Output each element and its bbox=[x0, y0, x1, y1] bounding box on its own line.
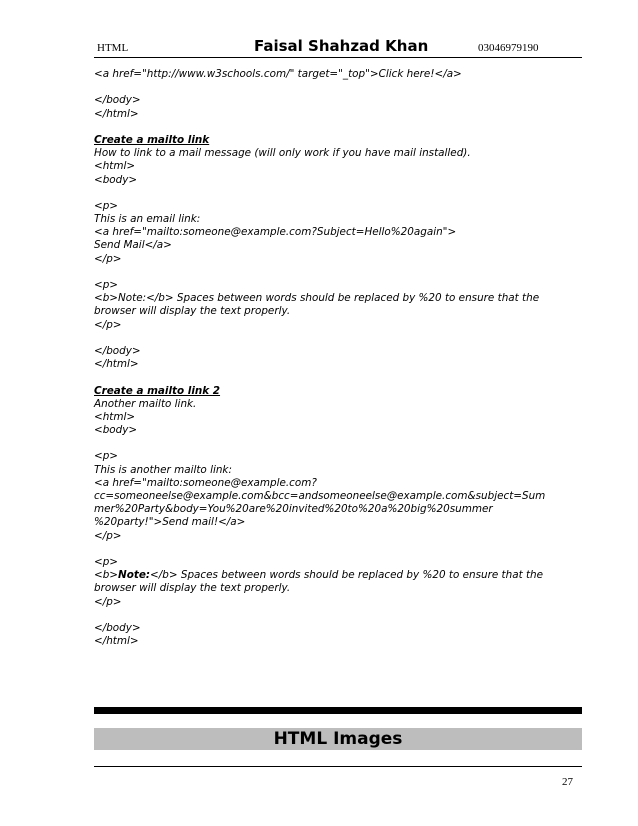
section-heading-mailto: Create a mailto link bbox=[94, 133, 210, 146]
code-line: <a href="mailto:someone@example.com?Subject=Hello%20again"> bbox=[94, 226, 457, 239]
code-line: <p> bbox=[94, 279, 119, 291]
code-line: <html> bbox=[94, 160, 136, 173]
description-line: Another mailto link. bbox=[94, 397, 197, 410]
code-line: browser will display the text properly. bbox=[94, 305, 291, 318]
blank-line bbox=[94, 81, 584, 94]
code-line: %20party!">Send mail!</a> bbox=[94, 516, 246, 529]
blank-line bbox=[94, 266, 584, 279]
code-line bbox=[94, 569, 584, 582]
code-line: </body> bbox=[94, 621, 141, 634]
code-line: </body> bbox=[94, 344, 141, 357]
header-subject: HTML bbox=[97, 42, 129, 54]
code-line: </html> bbox=[94, 107, 139, 120]
code-line: </p> bbox=[94, 595, 122, 608]
code-fragment: </b> Spaces between words should be replaced by %20 to ensure that the bbox=[150, 569, 544, 582]
code-line: <p> bbox=[94, 199, 119, 212]
description-line: How to link to a mail message (will only work if you have mail installed). bbox=[94, 147, 471, 160]
code-line: <b>Note:</b> Spaces between words should be replaced by %20 to ensure that the bbox=[94, 292, 540, 305]
section-title: HTML Images bbox=[273, 729, 403, 749]
blank-line bbox=[94, 609, 584, 622]
code-line: <html> bbox=[94, 410, 136, 423]
code-line: <a href="http://www.w3schools.com/" target="_top">Click here!</a> bbox=[94, 68, 462, 80]
blank-line bbox=[94, 121, 584, 134]
section-divider-bar bbox=[94, 707, 582, 714]
code-listing bbox=[94, 68, 584, 648]
code-line: <body> bbox=[94, 173, 138, 186]
code-fragment: <b> bbox=[94, 569, 119, 582]
footer-rule bbox=[94, 766, 582, 767]
code-line: cc=someoneelse@example.com&bcc=andsomeoneelse@example.com&subject=Sum bbox=[94, 490, 546, 502]
blank-line bbox=[94, 543, 584, 556]
header-rule bbox=[94, 57, 582, 58]
note-label: Note: bbox=[118, 569, 151, 582]
code-line: </body> bbox=[94, 94, 141, 107]
blank-line bbox=[94, 371, 584, 384]
section-heading-mailto-2: Create a mailto link 2 bbox=[94, 384, 221, 397]
header-phone: 03046979190 bbox=[478, 42, 539, 54]
code-line: This is another mailto link: bbox=[94, 463, 232, 476]
blank-line bbox=[94, 187, 584, 200]
code-line: <body> bbox=[94, 424, 138, 437]
code-line: browser will display the text properly. bbox=[94, 582, 291, 595]
section-banner bbox=[94, 728, 582, 750]
code-line: mer%20Party&body=You%20are%20invited%20to%20a%20big%20summer bbox=[94, 503, 493, 516]
header-author: Faisal Shahzad Khan bbox=[254, 37, 429, 55]
blank-line bbox=[94, 332, 584, 345]
code-line: </p> bbox=[94, 318, 122, 331]
code-line: <a href="mailto:someone@example.com? bbox=[94, 476, 317, 489]
code-line: Send Mail</a> bbox=[94, 239, 172, 252]
code-line: </p> bbox=[94, 529, 122, 542]
page-header bbox=[94, 36, 582, 58]
blank-line bbox=[94, 437, 584, 450]
code-line: This is an email link: bbox=[94, 213, 201, 226]
code-line: </p> bbox=[94, 252, 122, 265]
code-line: <p> bbox=[94, 555, 119, 568]
code-line: </html> bbox=[94, 635, 139, 648]
page-number: 27 bbox=[562, 776, 573, 788]
code-line: </html> bbox=[94, 358, 139, 371]
code-line: <p> bbox=[94, 450, 119, 463]
